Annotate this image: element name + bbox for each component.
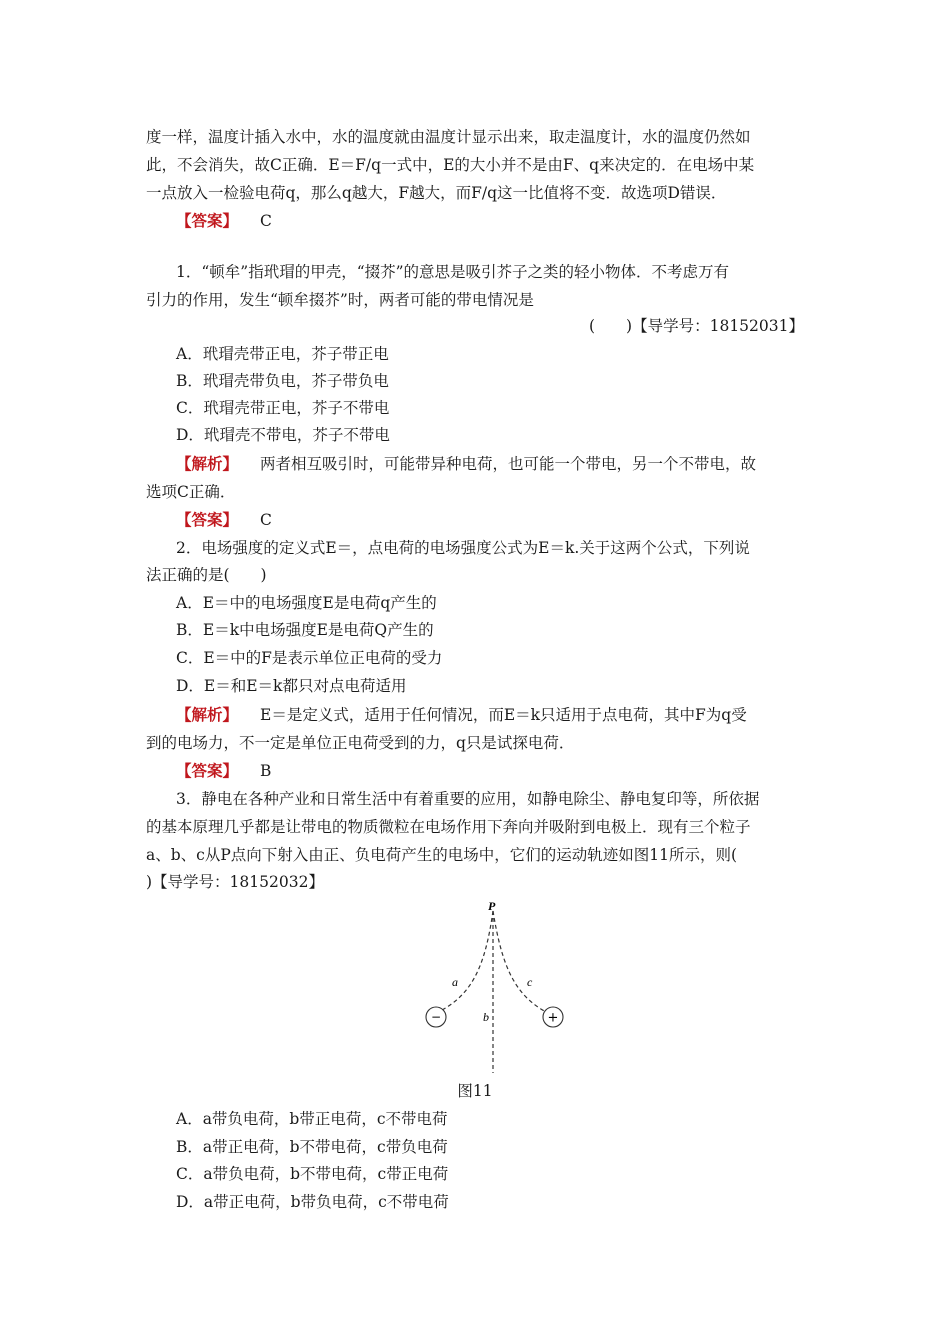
q1-option-a: A．玳瑁壳带正电，芥子带正电 bbox=[176, 345, 389, 363]
q1-stem-2: 引力的作用，发生“顿牟掇芥”时，两者可能的带电情况是 bbox=[146, 291, 534, 309]
q1-option-b: B．玳瑁壳带负电，芥子带负电 bbox=[176, 372, 389, 390]
trajectory-a bbox=[434, 911, 493, 1014]
positive-sign: + bbox=[547, 1010, 559, 1026]
answer-value: C bbox=[260, 212, 272, 230]
figure-caption: 图11 bbox=[457, 1082, 493, 1100]
analysis-text: 两者相互吸引时，可能带异种电荷，也可能一个带电，另一个不带电，故 bbox=[260, 455, 757, 473]
q3-stem-1: 3．静电在各种产业和日常生活中有着重要的应用，如静电除尘、静电复印等，所依据 bbox=[176, 790, 760, 808]
trajectory-c bbox=[493, 911, 550, 1014]
q1-stem-1: 1．“顿牟”指玳瑁的甲壳，“掇芥”的意思是吸引芥子之类的轻小物体．不考虑万有 bbox=[176, 263, 730, 281]
q2-answer bbox=[176, 761, 836, 781]
q3-option-a: A．a带负电荷，b带正电荷，c不带电荷 bbox=[176, 1110, 448, 1128]
intro-line-3: 一点放入一检验电荷q，那么q越大，F越大，而F/q这一比值将不变．故选项D错误． bbox=[146, 184, 727, 202]
label-a: a bbox=[452, 975, 458, 989]
q2-option-a: A．E＝中的电场强度E是电荷q产生的 bbox=[176, 594, 437, 612]
q1-option-c: C．玳瑁壳带正电，芥子不带电 bbox=[176, 399, 390, 417]
q1-analysis-2: 选项C正确． bbox=[146, 483, 236, 501]
answer-tag: 【答案】 bbox=[176, 510, 239, 529]
figure-11 bbox=[410, 897, 580, 1077]
q3-stem-4: )【导学号：18152032】 bbox=[146, 873, 324, 891]
intro-line-2: 此，不会消失，故C正确．E＝F/q一式中，E的大小并不是由F、q来决定的．在电场中某 bbox=[146, 156, 755, 174]
q2-option-b: B．E＝k中电场强度E是电荷Q产生的 bbox=[176, 621, 434, 639]
answer-tag: 【答案】 bbox=[176, 761, 239, 780]
q2-analysis-2: 到的电场力，不一定是单位正电荷受到的力，q只是试探电荷． bbox=[146, 734, 575, 752]
q2-option-d: D．E＝和E＝k都只对点电荷适用 bbox=[176, 677, 407, 695]
q1-answer bbox=[176, 510, 836, 530]
q2-stem-2: 法正确的是( ) bbox=[146, 566, 267, 584]
point-p-label: P bbox=[488, 899, 496, 913]
q3-option-d: D．a带正电荷，b带负电荷，c不带电荷 bbox=[176, 1193, 449, 1211]
q3-option-c: C．a带负电荷，b不带电荷，c带正电荷 bbox=[176, 1165, 449, 1183]
label-c: c bbox=[527, 975, 533, 989]
label-b: b bbox=[483, 1010, 489, 1024]
q2-option-c: C．E＝中的F是表示单位正电荷的受力 bbox=[176, 649, 443, 667]
analysis-tag: 【解析】 bbox=[176, 705, 239, 724]
answer-value: B bbox=[260, 762, 272, 780]
q3-stem-2: 的基本原理几乎都是让带电的物质微粒在电场作用下奔向并吸附到电极上．现有三个粒子 bbox=[146, 818, 751, 836]
intro-answer bbox=[176, 211, 836, 231]
q1-ref: ( )【导学号：18152031】 bbox=[589, 317, 804, 335]
answer-tag: 【答案】 bbox=[176, 211, 239, 230]
q1-option-d: D．玳瑁壳不带电，芥子不带电 bbox=[176, 426, 390, 444]
q2-analysis-1 bbox=[176, 705, 836, 725]
analysis-text: E＝是定义式，适用于任何情况，而E＝k只适用于点电荷，其中F为q受 bbox=[260, 706, 747, 724]
trajectory-diagram bbox=[410, 897, 580, 1077]
q1-analysis-1 bbox=[176, 454, 836, 474]
q3-option-b: B．a带正电荷，b不带电荷，c带负电荷 bbox=[176, 1138, 448, 1156]
analysis-tag: 【解析】 bbox=[176, 454, 239, 473]
q3-stem-3: a、b、c从P点向下射入由正、负电荷产生的电场中，它们的运动轨迹如图11所示，则( bbox=[146, 846, 738, 864]
negative-sign: − bbox=[430, 1010, 442, 1024]
intro-line-1: 度一样，温度计插入水中，水的温度就由温度计显示出来，取走温度计，水的温度仍然如 bbox=[146, 128, 751, 146]
answer-value: C bbox=[260, 511, 272, 529]
q2-stem-1: 2．电场强度的定义式E＝，点电荷的电场强度公式为E＝k.关于这两个公式，下列说 bbox=[176, 539, 750, 557]
